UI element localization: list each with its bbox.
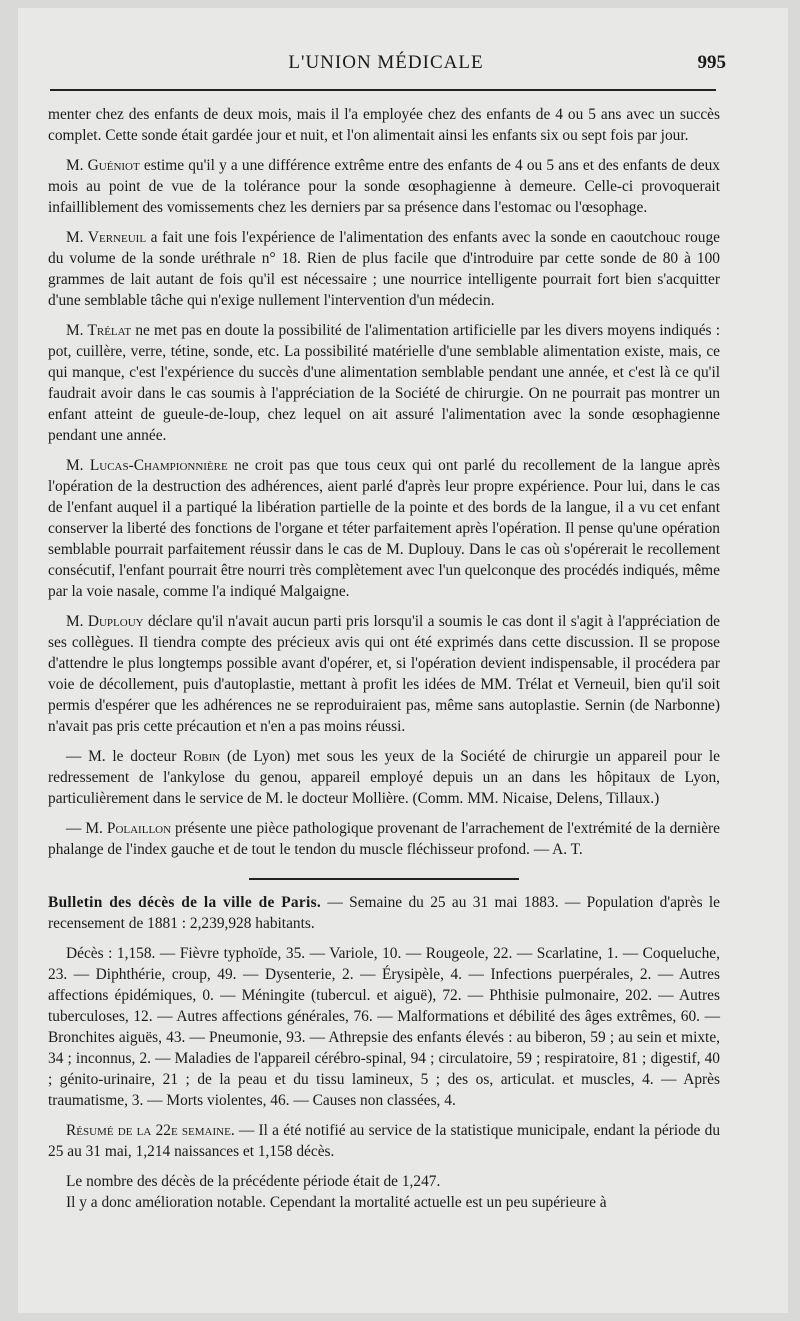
paragraph-lead: — M. <box>66 820 103 837</box>
speaker-name: M. Lucas-Championnière <box>66 457 228 474</box>
paragraph-lucas-championniere <box>48 455 720 602</box>
speaker-name: Robin <box>183 748 221 765</box>
previous-text: Le nombre des décès de la précédente période était de 1,247. <box>66 1173 441 1190</box>
speaker-name: M. Duplouy <box>66 613 144 630</box>
paragraph-robin <box>48 746 720 809</box>
speaker-name: M. Verneuil <box>66 229 147 246</box>
document-page <box>18 8 788 1313</box>
resume-label: Résumé de la 22e semaine. <box>66 1122 235 1139</box>
speaker-name: M. Guéniot <box>66 157 140 174</box>
page-number: 995 <box>697 52 726 73</box>
bulletin-heading <box>48 892 720 934</box>
resume-text: — Il a été notifié au service de la statistique municipale, endant la période du 25 au 31 mai, 1,214 naissances et 1,158 décès. <box>48 1122 721 1160</box>
bulletin-conclusion <box>48 1192 720 1213</box>
page-header <box>46 52 726 82</box>
paragraph-text: estime qu'il y a une différence extrême entre des enfants de 4 ou 5 ans et des enfants de deux mois au point de vue de la tolérance pour la sonde œsophagienne à demeure. Celle-ci provoquerait infailliblement des vomissements chez les derniers par sa présence dans l'estomac ou l'œsophage. <box>48 157 720 216</box>
paragraph-continuation <box>48 104 720 146</box>
paragraph-text: présente une pièce pathologique provenant de l'arrachement de l'extrémité de la dernière phalange de l'index gauche et de tout le tendon du muscle fléchisseur profond. — A. T. <box>48 820 720 858</box>
bulletin-deaths <box>48 943 720 1111</box>
paragraph-gueniot <box>48 155 720 218</box>
bulletin-subtitle: — Semaine du 25 au 31 mai 1883. — Population d'après le recensement de 1881 : 2,239,928 habitants. <box>48 894 720 932</box>
paragraph-text: ne croit pas que tous ceux qui ont parlé du recollement de la langue après l'opération de la destruction des adhérences, aient parlé d'après leur propre expérience. Pour lui, dans le cas de l'enfant auquel il a partiqué la libération partielle de la pointe et des bords de la langue, il a vu cet enfant conserver la liberté des fonctions de l'organe et téter parfaitement après l'opération. Il pense qu'une opération semblable pourrait parfaitement réussir dans le cas de M. Duplouy. Dans le cas où s'opérerait le recollement consécutif, l'enfant pourrait être nourri très complètement avec l'un quelconque des procédés indiqués, même par la voie nasale, comme l'a indiqué Malgaigne. <box>48 457 721 600</box>
header-rule <box>50 89 716 91</box>
paragraph-lead: — M. le docteur <box>66 748 177 765</box>
bulletin-previous <box>48 1171 720 1192</box>
bulletin-deaths-text: Décès : 1,158. — Fièvre typhoïde, 35. — Variole, 10. — Rougeole, 22. — Scarlatine, 1. — Coqueluche, 23. — Diphthérie, croup, 49. — Dysenterie, 2. — Érysipèle, 4. — Infections puerpérales, 2. — Autres affections épidémiques, 0. — Méningite (tubercul. et aiguë), 72. — Phthisie pulmonaire, 202. — Autres tuberculoses, 12. — Autres affections générales, 76. — Malformations et débilité des âges extrêmes, 60. — Bronchites aiguës, 43. — Pneumonie, 93. — Athrepsie des enfants élevés : au biberon, 59 ; au sein et mixte, 34 ; inconnus, 2. — Maladies de l'appareil cérébro-spinal, 94 ; circulatoire, 59 ; respiratoire, 81 ; digestif, 40 ; génito-urinaire, 21 ; de la peau et du tissu lamineux, 5 ; des os, articulat. et muscles, 4. — Après traumatisme, 3. — Morts violentes, 46. — Causes non classées, 4. <box>48 945 720 1109</box>
paragraph-verneuil <box>48 227 720 311</box>
paragraph-text: ne met pas en doute la possibilité de l'alimentation artificielle par les divers moyens indiqués : pot, cuillère, verre, tétine, sonde, etc. La possibilité matérielle d'une semblable alimentation existe, mais, ce qui manque, c'est l'expérience du succès d'une alimentation semblable pendant une année, et c'est là ce qu'il faudrait avoir dans le cas soumis à l'appréciation de la Société de chirurgie. On ne pourrait pas montrer un enfant atteint de gueule-de-loup, chez lequel on ait assuré l'alimentation avec la sonde œsophagienne pendant une année. <box>48 322 721 444</box>
paragraph-duplouy <box>48 611 720 737</box>
article-body <box>48 104 720 1222</box>
paragraph-polaillon <box>48 818 720 860</box>
running-title: L'UNION MÉDICALE <box>288 52 484 73</box>
speaker-name: M. Trélat <box>66 322 132 339</box>
bulletin-resume <box>48 1120 720 1162</box>
paragraph-text: menter chez des enfants de deux mois, mais il l'a employée chez des enfants de 4 ou 5 ans avec un succès complet. Cette sonde était gardée jour et nuit, et l'on alimentait ainsi les enfants six ou sept fois par jour. <box>48 106 720 144</box>
paragraph-text: déclare qu'il n'avait aucun parti pris lorsqu'il a soumis le cas dont il s'agit à l'appréciation de ses collègues. Il tiendra compte des précieux avis qui ont été exprimés dans cette discussion. Il se propose d'attendre le plus longtemps possible avant d'opérer, et, si l'opération devient indispensable, il procédera par voie de décollement, puis d'autoplastie, mettant à profit les idées de MM. Trélat et Verneuil, bien qu'il soit permis d'espérer que les adhérences ne se reproduiraient pas, même sans autoplastie. Sernin (de Narbonne) n'avait pas pris cette précaution et n'en a pas moins réussi. <box>48 613 721 735</box>
section-divider <box>249 878 519 880</box>
bulletin-title: Bulletin des décès de la ville de Paris. <box>48 894 322 911</box>
speaker-name: Polaillon <box>106 820 172 837</box>
conclusion-text: Il y a donc amélioration notable. Cependant la mortalité actuelle est un peu supérieure à <box>66 1194 607 1211</box>
paragraph-text: a fait une fois l'expérience de l'alimentation des enfants avec la sonde en caoutchouc rouge du volume de la sonde uréthrale n° 18. Rien de plus facile que d'introduire par cette sonde de 80 à 100 grammes de lait autant de fois qu'il est nécessaire ; une nourrice intelligente pourrait fort bien s'acquitter d'une semblable tâche qui n'exige nullement l'intervention d'un médecin. <box>48 229 720 309</box>
paragraph-text: (de Lyon) met sous les yeux de la Société de chirurgie un appareil pour le redressement de l'ankylose du genou, appareil employé depuis un an dans les hôpitaux de Lyon, particulièrement dans le service de M. le docteur Mollière. (Comm. MM. Nicaise, Delens, Tillaux.) <box>48 748 720 807</box>
paragraph-trelat <box>48 320 720 446</box>
